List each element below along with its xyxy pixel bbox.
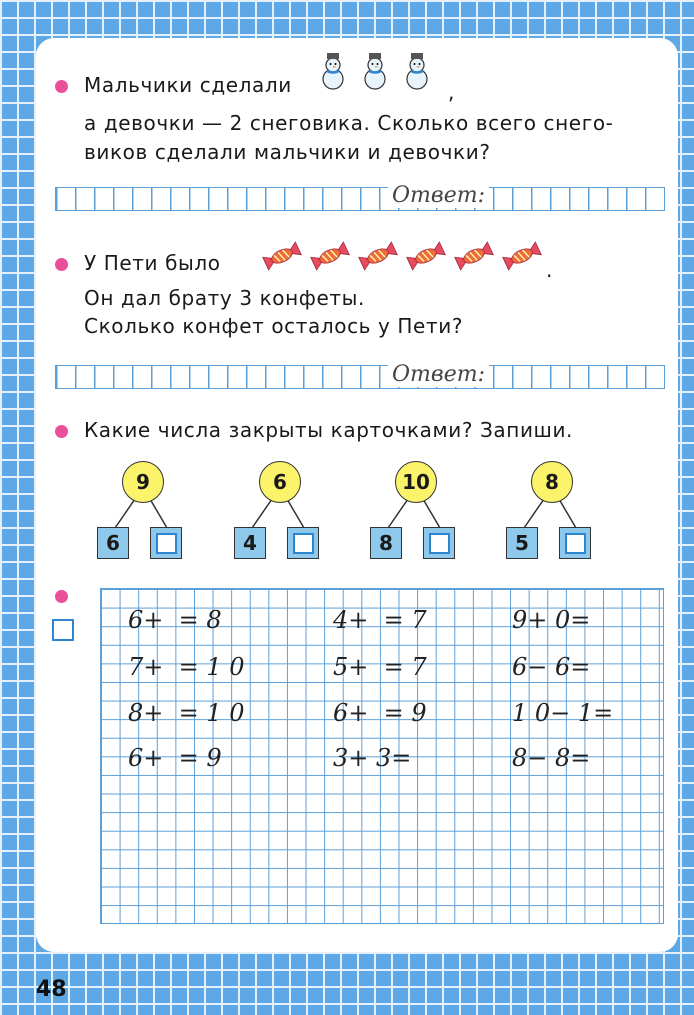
tree-top-number: 8 [531, 461, 573, 503]
tree-left-number: 8 [370, 527, 402, 559]
tree-left-number: 6 [97, 527, 129, 559]
equation: 6+ = 9 [128, 744, 222, 772]
hidden-card[interactable] [423, 527, 455, 559]
equation: 6+ = 9 [333, 699, 427, 727]
task4-bullet [55, 590, 68, 603]
equation: 8+ = 1 0 [128, 699, 245, 727]
task2-line3: Сколько конфет осталось у Пети? [84, 314, 464, 338]
snowman-icons [318, 52, 432, 94]
task2-answer-label: Ответ: [388, 362, 489, 387]
task2-bullet [55, 258, 68, 271]
hidden-card[interactable] [559, 527, 591, 559]
task1-line1: Мальчики сделали [84, 73, 292, 97]
task2-line1: У Пети было [84, 251, 221, 275]
tree-left-number: 4 [234, 527, 266, 559]
task1-answer-label: Ответ: [388, 183, 489, 208]
snowman-icon [402, 52, 432, 94]
task4-square-icon [52, 619, 74, 641]
task1-answer-strip[interactable] [55, 187, 665, 211]
hidden-card[interactable] [287, 527, 319, 559]
candy-icon [262, 241, 302, 275]
equation: 3+ 3= [333, 744, 412, 772]
candy-icon [310, 241, 350, 275]
equation: 1 0− 1= [512, 699, 614, 727]
equation: 6− 6= [512, 653, 591, 681]
equation: 7+ = 1 0 [128, 653, 245, 681]
task1-bullet [55, 80, 68, 93]
tree-left-number: 5 [506, 527, 538, 559]
hidden-card[interactable] [150, 527, 182, 559]
task1-line3: виков сделали мальчики и девочки? [84, 140, 491, 164]
tree-top-number: 6 [259, 461, 301, 503]
task1-comma: , [448, 80, 455, 104]
task3-prompt: Какие числа закрыты карточками? Запиши. [84, 418, 573, 442]
task3-bullet [55, 425, 68, 438]
number-tree-3 [368, 461, 468, 573]
number-tree-2 [232, 461, 332, 573]
candy-icon [502, 241, 542, 275]
candy-icon [358, 241, 398, 275]
equation: 6+ = 8 [128, 606, 222, 634]
tree-top-number: 10 [395, 461, 437, 503]
equation: 4+ = 7 [333, 606, 427, 634]
candy-icon [406, 241, 446, 275]
snowman-icon [360, 52, 390, 94]
task2-answer-strip[interactable] [55, 365, 665, 389]
tree-top-number: 9 [122, 461, 164, 503]
snowman-icon [318, 52, 348, 94]
equation: 5+ = 7 [333, 653, 427, 681]
candy-icons [262, 241, 542, 275]
number-tree-1 [95, 461, 195, 573]
task2-line2: Он дал брату 3 конфеты. [84, 286, 366, 310]
candy-icon [454, 241, 494, 275]
equation: 8− 8= [512, 744, 591, 772]
task1-line2: а девочки — 2 снеговика. Сколько всего снего- [84, 111, 614, 135]
number-tree-4 [504, 461, 604, 573]
task2-period: . [546, 258, 553, 282]
page-number: 48 [36, 977, 67, 1002]
equation: 9+ 0= [512, 606, 591, 634]
